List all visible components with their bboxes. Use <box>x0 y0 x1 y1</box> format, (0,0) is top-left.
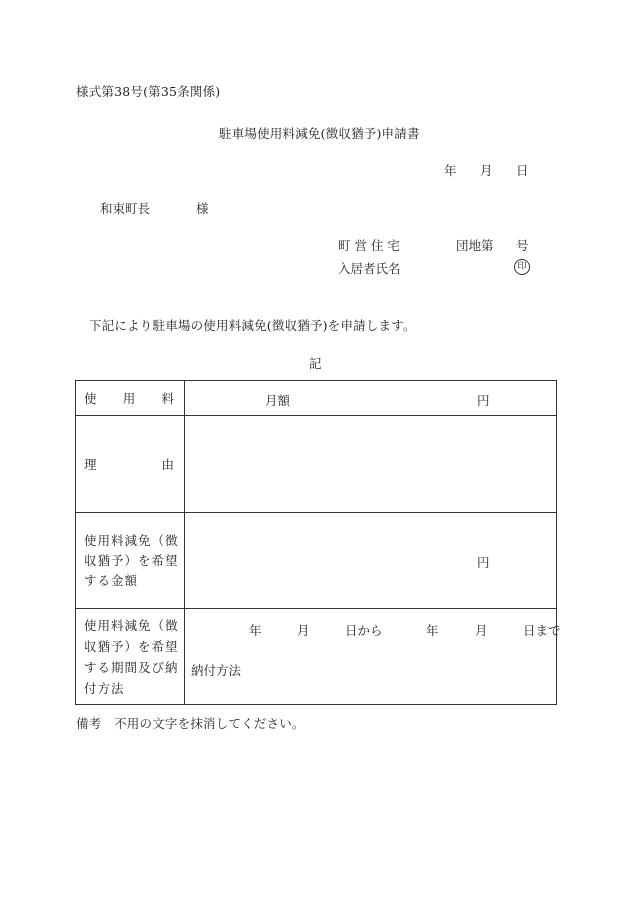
date-year-label: 年 <box>444 163 457 178</box>
from-label: 日から <box>345 623 383 638</box>
start-month-label: 月 <box>297 623 310 638</box>
resident-label: 入居者氏名 <box>338 261 401 276</box>
start-year-label: 年 <box>249 623 262 638</box>
period-label-line: する期間及び納 <box>84 659 179 675</box>
remarks: 備考 不用の文字を抹消してください。 <box>76 716 305 731</box>
reason-label-char: 由 <box>161 457 174 472</box>
fee-value-cell[interactable] <box>185 381 557 416</box>
addressee <box>100 199 209 217</box>
row-period <box>76 609 557 705</box>
period-label-line: 使用料減免（徴 <box>84 617 179 633</box>
period-label-line: 収猶予）を希望 <box>84 638 179 654</box>
reason-value-cell[interactable] <box>185 416 557 513</box>
addressee-honorific: 様 <box>196 201 209 216</box>
period-label-line: 付方法 <box>84 680 125 696</box>
ki-heading: 記 <box>309 356 322 371</box>
fee-label-char: 使 <box>84 391 97 406</box>
complex-label: 団地第 <box>456 238 494 253</box>
period-label-cell <box>76 609 185 705</box>
fee-yen-label: 円 <box>477 393 490 408</box>
until-label: 日まで <box>523 623 561 638</box>
monthly-label: 月額 <box>265 393 291 408</box>
addressee-name: 和束町長 <box>100 201 151 216</box>
payment-method-label: 納付方法 <box>191 663 242 678</box>
date-month-label: 月 <box>480 163 493 178</box>
date-day-label: 日 <box>516 163 529 178</box>
amount-label-line: 使用料減免（徴 <box>84 532 179 548</box>
row-reason <box>76 416 557 513</box>
reason-label-cell <box>76 416 185 513</box>
intro-text: 下記により駐車場の使用料減免(徴収猶予)を申請します。 <box>89 318 416 333</box>
number-label: 号 <box>516 238 529 253</box>
amount-yen-label: 円 <box>477 555 490 570</box>
reason-label-char: 理 <box>84 457 97 472</box>
applicant-resident-line <box>338 259 527 277</box>
fee-label-cell <box>76 381 185 416</box>
amount-label-line: 収猶予）を希望 <box>84 552 179 568</box>
fee-label-char: 用 <box>122 391 136 406</box>
row-amount <box>76 513 557 609</box>
document-title: 駐車場使用料減免(徴収猶予)申請書 <box>219 126 420 141</box>
period-value-cell[interactable] <box>185 609 561 705</box>
end-year-label: 年 <box>426 623 439 638</box>
form-number: 様式第38号(第35条関係) <box>76 84 221 99</box>
amount-label-line: する金額 <box>84 572 139 588</box>
amount-label-cell <box>76 513 185 609</box>
end-month-label: 月 <box>475 623 488 638</box>
seal-mark: 印 <box>514 259 530 275</box>
row-fee <box>76 381 557 416</box>
amount-value-cell[interactable] <box>185 513 557 609</box>
fee-label-char: 料 <box>161 391 174 406</box>
applicant-housing-line <box>338 236 529 254</box>
housing-label: 町 営 住 宅 <box>338 238 400 253</box>
application-table <box>75 380 561 705</box>
